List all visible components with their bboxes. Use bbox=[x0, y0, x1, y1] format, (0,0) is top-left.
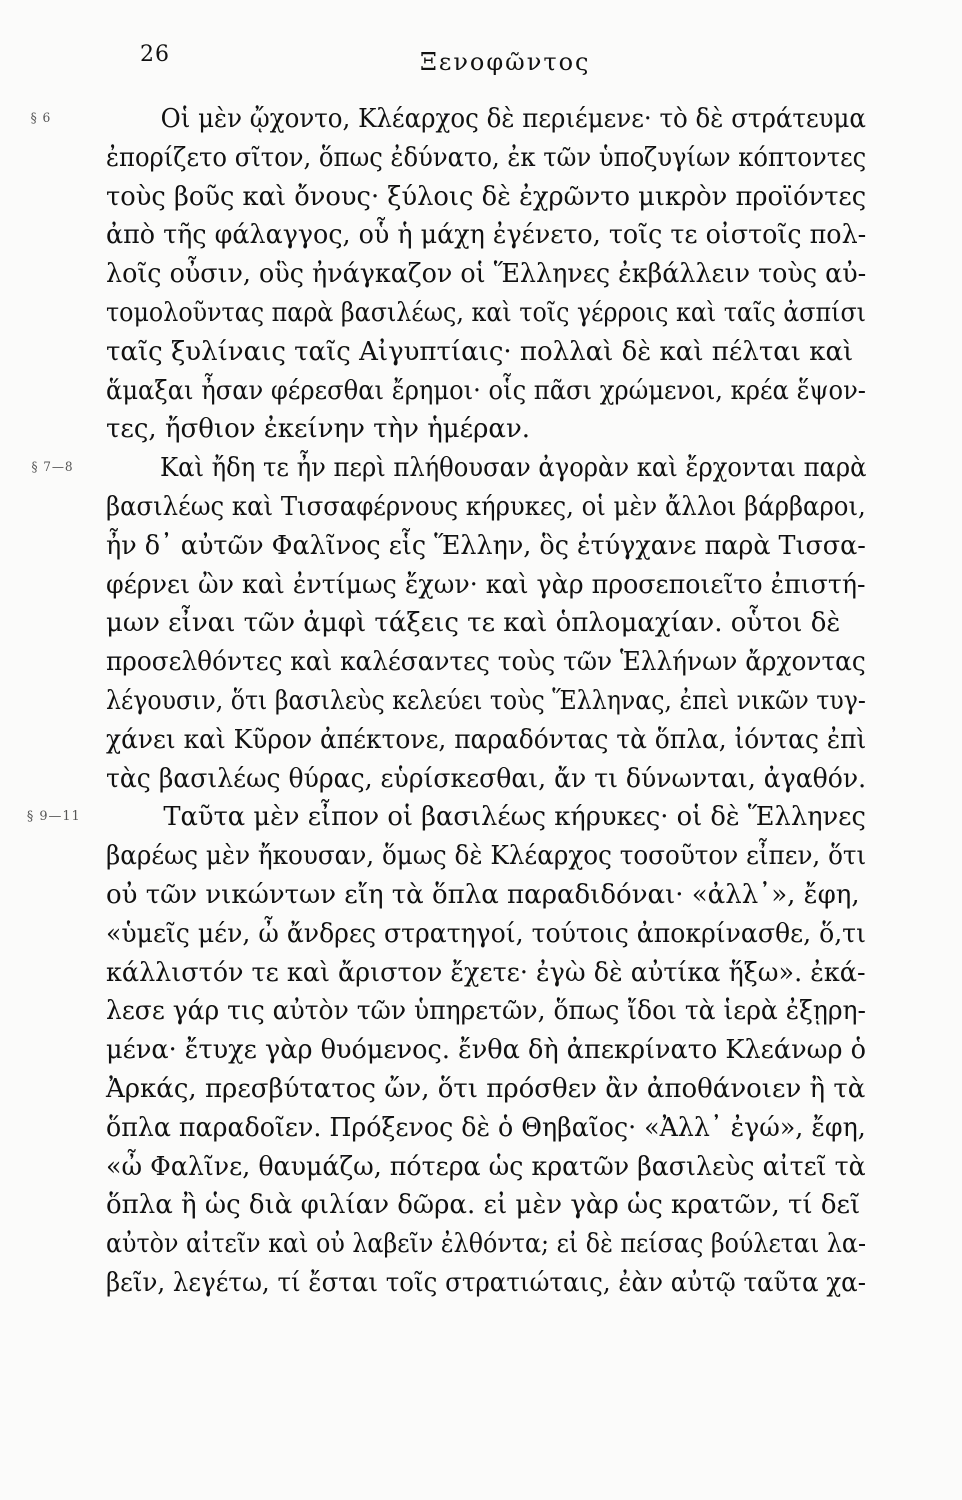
text-line: λεσε γάρ τις αὐτὸν τῶν ὑπηρετῶν, ὅπως ἴδοι τὰ ἱερὰ ἐξῃρη- bbox=[106, 996, 866, 1027]
line-text: Ταῦτα μὲν εἶπον οἱ βασιλέως κήρυκες· οἱ δὲ Ἕλληνες bbox=[163, 802, 866, 833]
running-head-title: Ξενοφῶντος bbox=[420, 48, 591, 76]
section-marker: § 9—11 bbox=[26, 809, 81, 825]
text-line: τοὺς βοῦς καὶ ὄνους· ξύλοις δὲ ἐχρῶντο μικρὸν προϊόντες bbox=[106, 181, 867, 212]
text-line: αὐτὸν αἰτεῖν καὶ οὐ λαβεῖν ἐλθόντα; εἰ δὲ πείσας βούλεται λα- bbox=[106, 1229, 867, 1260]
section-marker: § 7—8 bbox=[31, 460, 74, 476]
text-line: ἐπορίζετο σῖτον, ὅπως ἐδύνατο, ἐκ τῶν ὑποζυγίων κόπτοντες bbox=[106, 142, 867, 173]
text-line: ἀπὸ τῆς φάλαγγος, οὗ ἡ μάχη ἐγένετο, τοῖς τε οἰστοῖς πολ- bbox=[106, 220, 867, 251]
text-line: τομολοῦντας παρὰ βασιλέως, καὶ τοῖς γέρροις καὶ ταῖς ἀσπίσι bbox=[106, 297, 867, 328]
text-line: μων εἶναι τῶν ἀμφὶ τάξεις τε καὶ ὁπλομαχίαν. οὗτοι δὲ bbox=[106, 608, 841, 639]
text-line bbox=[26, 798, 866, 837]
text-line: τες, ἤσθιον ἐκείνην τὴν ἡμέραν. bbox=[106, 414, 531, 445]
text-line: λέγουσιν, ὅτι βασιλεὺς κελεύει τοὺς Ἕλληνας, ἐπεὶ νικῶν τυγ- bbox=[106, 685, 866, 716]
text-line: προσελθόντες καὶ καλέσαντες τοὺς τῶν Ἑλλήνων ἄρχοντας bbox=[106, 647, 866, 678]
section-marker: § 6 bbox=[30, 111, 52, 126]
text-line: λοῖς οὖσιν, οὓς ἠνάγκαζον οἱ Ἕλληνες ἐκβάλλειν τοὺς αὐ- bbox=[106, 259, 867, 290]
line-text: Οἱ μὲν ᾤχοντο, Κλέαρχος δὲ περιέμενε· τὸ δὲ στράτευμα bbox=[160, 104, 866, 134]
text-line: οὐ τῶν νικώντων εἴη τὰ ὅπλα παραδιδόναι· «ἀλλ᾽», ἔφη, bbox=[106, 879, 860, 910]
text-line: βεῖν, λεγέτω, τί ἔσται τοῖς στρατιώταις, ἐὰν αὐτῷ ταῦτα χα- bbox=[106, 1267, 866, 1298]
line-text: Καὶ ἤδη τε ἦν περὶ πλήθουσαν ἀγορὰν καὶ ἔρχονται παρὰ bbox=[160, 453, 867, 484]
text-line: χάνει καὶ Κῦρον ἀπέκτονε, παραδόντας τὰ ὅπλα, ἰόντας ἐπὶ bbox=[106, 724, 867, 755]
text-line: ὅπλα ἢ ὡς διὰ φιλίαν δῶρα. εἰ μὲν γὰρ ὡς κρατῶν, τί δεῖ bbox=[106, 1190, 861, 1221]
text-line bbox=[30, 100, 866, 139]
text-line: φέρνει ὢν καὶ ἐντίμως ἔχων· καὶ γὰρ προσεποιεῖτο ἐπιστή- bbox=[106, 569, 866, 600]
page-number: 26 bbox=[140, 42, 170, 67]
text-line: κάλλιστόν τε καὶ ἄριστον ἔχετε· ἐγὼ δὲ αὐτίκα ἥξω». ἐκά- bbox=[106, 957, 866, 988]
text-line: τὰς βασιλέως θύρας, εὑρίσκεσθαι, ἄν τι δύνωνται, ἀγαθόν. bbox=[106, 763, 867, 794]
text-line: βασιλέως καὶ Τισσαφέρνους κήρυκες, οἱ μὲν ἄλλοι βάρβαροι, bbox=[106, 491, 866, 522]
text-line: ταῖς ξυλίναις ταῖς Αἰγυπτίαις· πολλαὶ δὲ καὶ πέλται καὶ bbox=[106, 336, 854, 367]
text-line: ἦν δ᾽ αὐτῶν Φαλῖνος εἷς Ἕλλην, ὃς ἐτύγχανε παρὰ Τισσα- bbox=[106, 530, 866, 561]
text-line: «ὦ Φαλῖνε, θαυμάζω, πότερα ὡς κρατῶν βασιλεὺς αἰτεῖ τὰ bbox=[106, 1151, 866, 1182]
text-line: Ἀρκάς, πρεσβύτατος ὤν, ὅτι πρόσθεν ἂν ἀποθάνοιεν ἢ τὰ bbox=[106, 1073, 866, 1104]
text-line: ὅπλα παραδοῖεν. Πρόξενος δὲ ὁ Θηβαῖος· «Ἀλλ᾽ ἐγώ», ἔφη, bbox=[106, 1112, 866, 1143]
text-line: βαρέως μὲν ἤκουσαν, ὅμως δὲ Κλέαρχος τοσοῦτον εἶπεν, ὅτι bbox=[106, 841, 867, 872]
text-line bbox=[31, 449, 867, 488]
text-line: μένα· ἔτυχε γὰρ θυόμενος. ἔνθα δὴ ἀπεκρίνατο Κλεάνωρ ὁ bbox=[106, 1035, 866, 1066]
text-line: «ὑμεῖς μέν, ὦ ἄνδρες στρατηγοί, τούτοις ἀποκρίνασθε, ὅ,τι bbox=[106, 918, 866, 949]
text-line: ἅμαξαι ἦσαν φέρεσθαι ἔρημοι· οἷς πᾶσι χρώμενοι, κρέα ἕψον- bbox=[106, 375, 866, 406]
page-body-text bbox=[26, 100, 867, 1303]
